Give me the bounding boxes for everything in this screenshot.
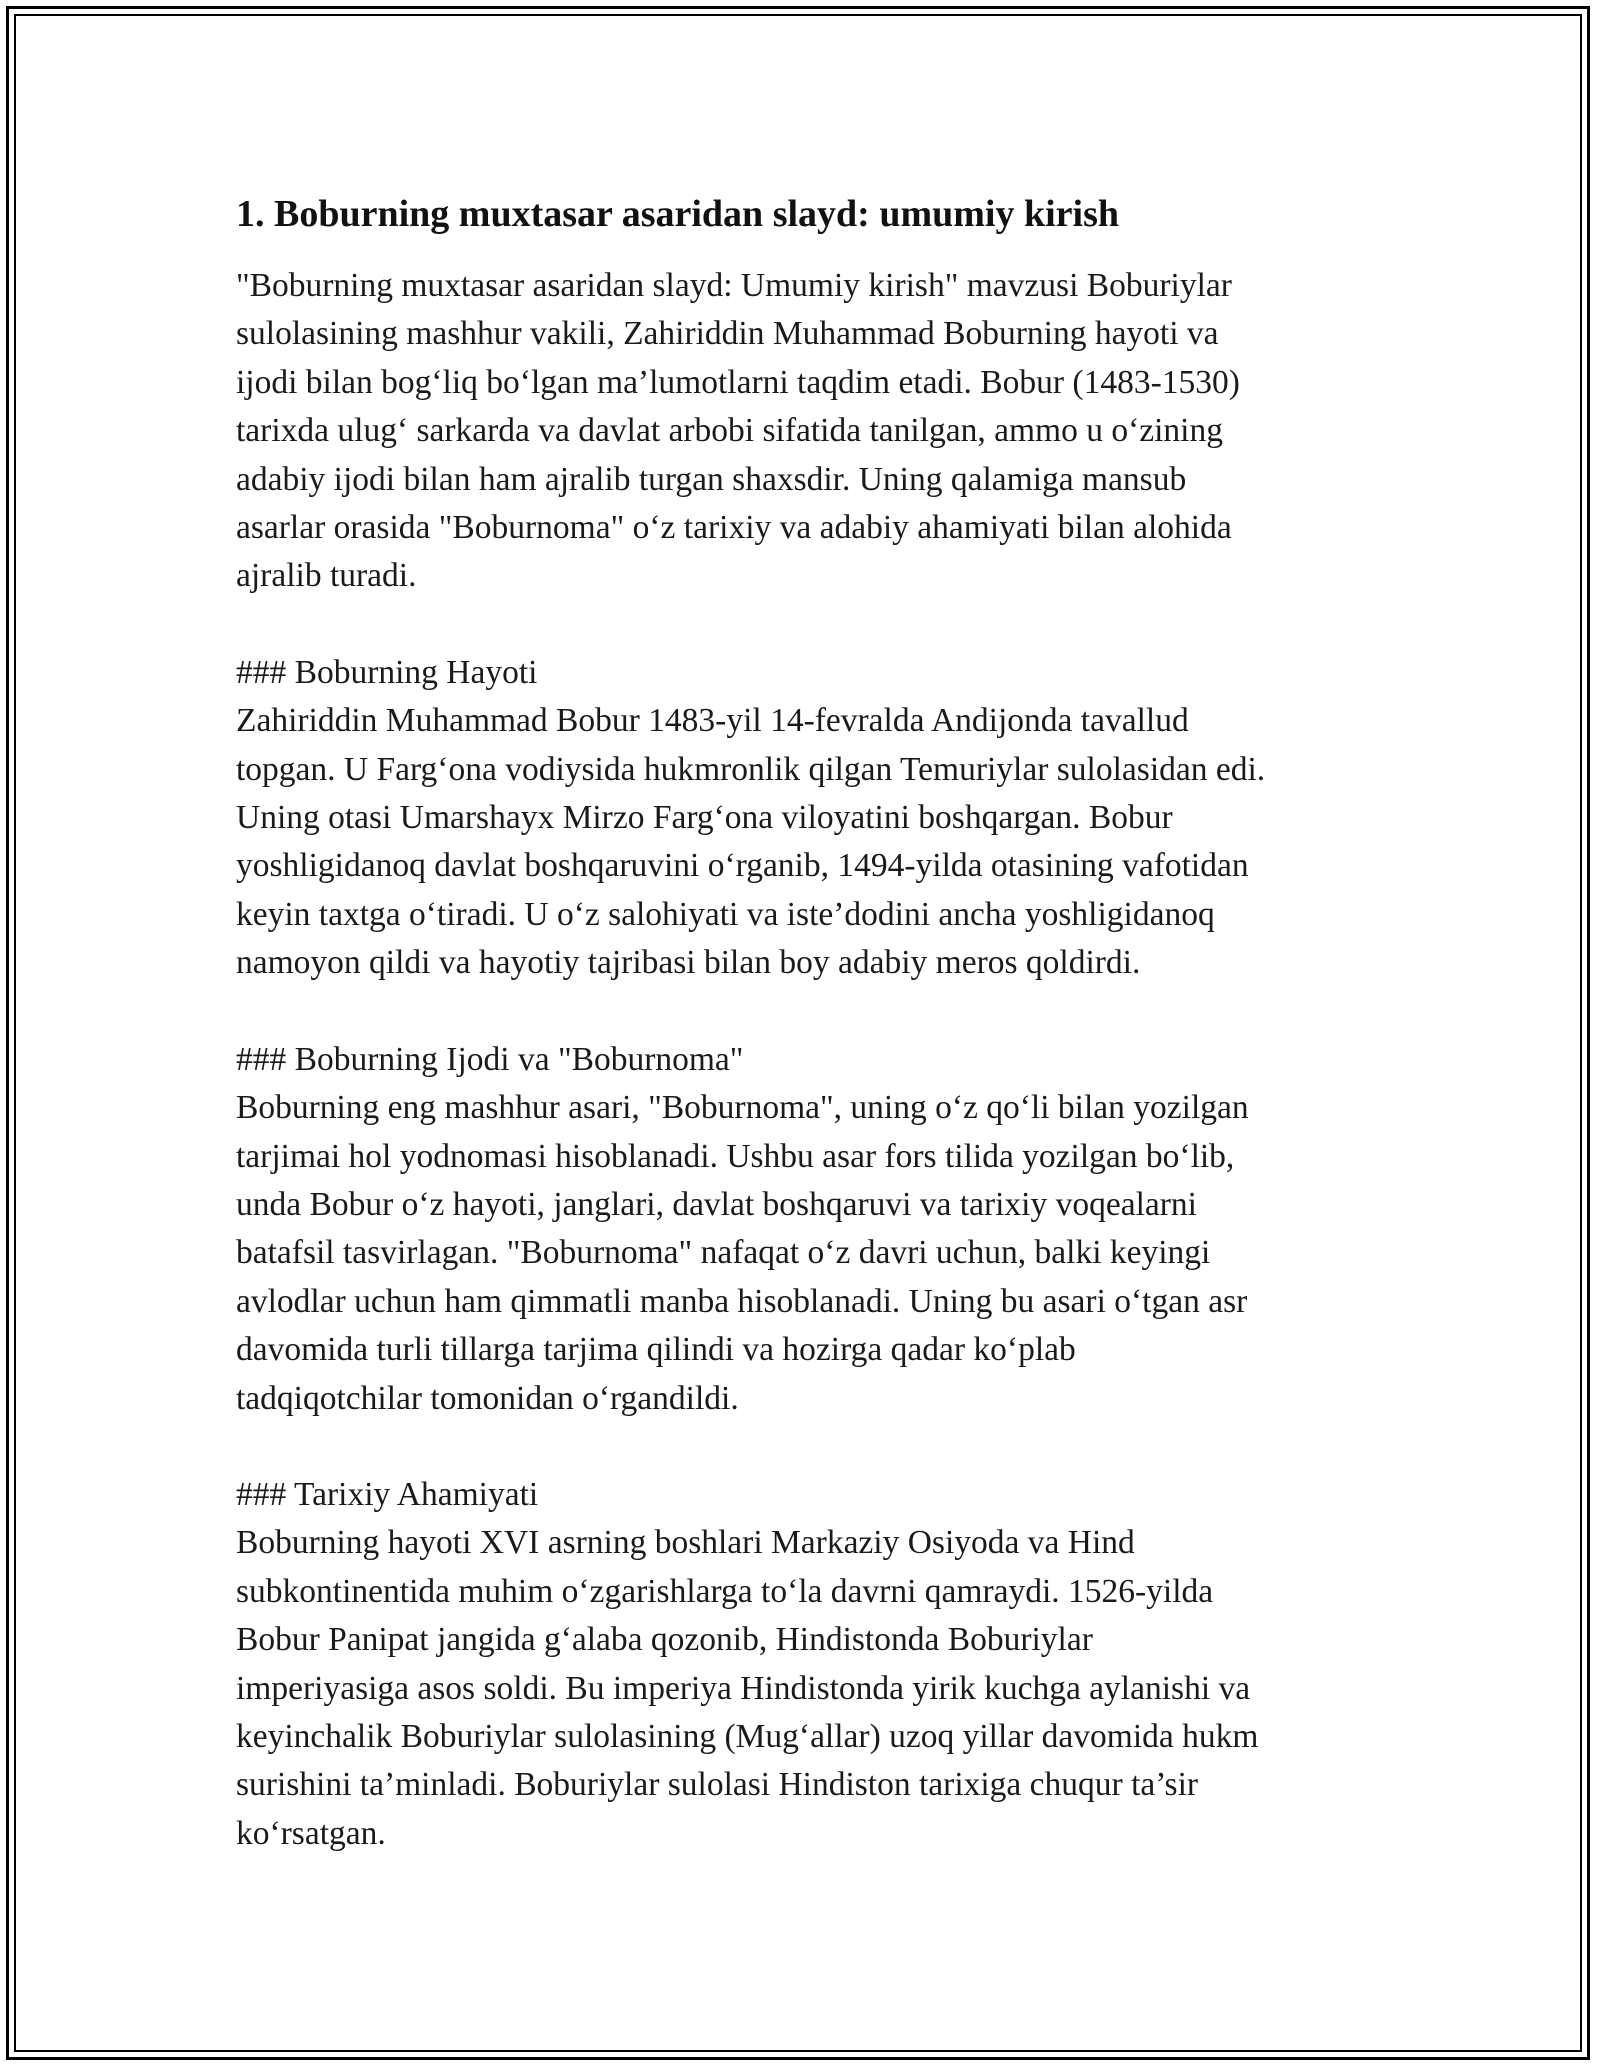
section-paragraph: Boburning eng mashhur asari, "Boburnoma", uning o‘z qo‘li bilan yozilgan tarjimai hol yodnomasi hisoblanadi. Ushbu asar fors tilida yozilgan bo‘lib, unda Bobur o‘z hayoti, janglari, davlat boshqaruvi va tarixiy voqealarni batafsil tasvirlagan. "Boburnoma" nafaqat o‘z davri uchun, balki keyingi avlodlar uchun ham qimmatli manba hisoblanadi. Uning bu asari o‘tgan asr davomida turli tillarga tarjima qilindi va hozirga qadar ko‘plab tadqiqotchilar tomonidan o‘rgandildi. <box>236 1089 1249 1417</box>
section-paragraph: Boburning hayoti XVI asrning boshlari Markaziy Osiyoda va Hind subkontinentida muhim o‘zgarishlarga to‘la davrni qamraydi. 1526-yilda Bobur Panipat jangida g‘alaba qozonib, Hindistonda Boburiylar imperiyasiga asos soldi. Bu imperiya Hindistonda yirik kuchga aylanishi va keyinchalik Boburiylar sulolasining (Mug‘allar) uzoq yillar davomida hukm surishini ta’minladi. Boburiylar sulolasi Hindiston tarixiga chuqur ta’sir ko‘rsatgan. <box>236 1524 1259 1852</box>
section-heading: ### Tarixiy Ahamiyati <box>236 1475 539 1513</box>
section-tarixiy-ahamiyati <box>236 1471 1396 1858</box>
document-body <box>236 186 1396 1858</box>
section-heading: ### Boburning Ijodi va "Boburnoma" <box>236 1040 744 1078</box>
section-ijodi <box>236 1036 1396 1423</box>
section-hayoti <box>236 649 1396 988</box>
section-paragraph: Zahiriddin Muhammad Bobur 1483-yil 14-fevralda Andijonda tavallud topgan. U Farg‘ona vodiysida hukmronlik qilgan Temuriylar sulolasidan edi. Uning otasi Umarshayx Mirzo Farg‘ona viloyatini boshqargan. Bobur yoshligidanoq davlat boshqaruvini o‘rganib, 1494-yilda otasining vafotidan keyin taxtga o‘tiradi. U o‘z salohiyati va iste’dodini ancha yoshligidanoq namoyon qildi va hayotiy tajribasi bilan boy adabiy meros qoldirdi. <box>236 702 1266 982</box>
section-heading: ### Boburning Hayoti <box>236 653 538 691</box>
page-title: 1. Boburning muxtasar asaridan slayd: umumiy kirish <box>236 193 1119 235</box>
intro-paragraph: "Boburning muxtasar asaridan slayd: Umumiy kirish" mavzusi Boburiylar sulolasining mashhur vakili, Zahiriddin Muhammad Boburning hayoti va ijodi bilan bog‘liq bo‘lgan ma’lumotlarni taqdim etadi. Bobur (1483-1530) tarixda ulug‘ sarkarda va davlat arbobi sifatida tanilgan, ammo u o‘zining adabiy ijodi bilan ham ajralib turgan shaxsdir. Uning qalamiga mansub asarlar orasida "Boburnoma" o‘z tarixiy va adabiy ahamiyati bilan alohida ajralib turadi. <box>236 267 1240 595</box>
